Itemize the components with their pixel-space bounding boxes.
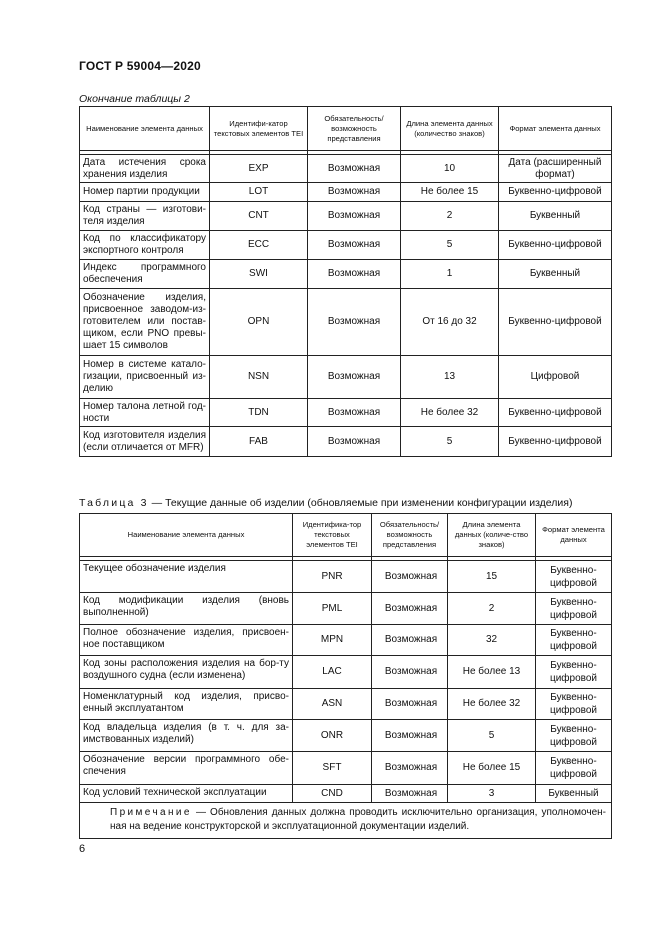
table3-cell-tei: MPN: [293, 625, 372, 656]
table-2: [79, 106, 612, 457]
table2-cell-len: 13: [401, 356, 499, 399]
table2-cell-fmt: Буквенно-цифровой: [499, 231, 612, 260]
table2-cell-req: Возможная: [308, 202, 401, 231]
table3-cell-name: Полное обозначение изделия, присвоен-ное поставщиком: [80, 625, 293, 656]
table3-row: [80, 785, 612, 803]
name-line: Обозначение изделия,: [83, 292, 206, 303]
table2-cell-len: Не более 32: [401, 399, 499, 427]
table2-row: [80, 427, 612, 457]
table2-cell-req: Возможная: [308, 289, 401, 356]
table2-caption: Окончание таблицы 2: [79, 93, 190, 105]
table2-row: [80, 399, 612, 427]
name-line: готовителем или постав-: [83, 316, 206, 327]
table3-cell-name: Обозначение версии программного обе-спечения: [80, 752, 293, 785]
name-line: хранения изделия: [83, 168, 168, 180]
table2-cell-tei: TDN: [210, 399, 308, 427]
name-line: Код по классификатору: [83, 233, 206, 244]
table3-row: [80, 720, 612, 752]
table2-cell-name: [80, 356, 210, 399]
table3-cell-len: 15: [448, 561, 536, 593]
table2-cell-len: 5: [401, 231, 499, 260]
table2-cell-len: 2: [401, 202, 499, 231]
table3-cell-req: Возможная: [372, 785, 448, 803]
table2-header-cell: Длина элемента данных (количество знаков): [401, 107, 499, 151]
table3-cell-fmt: Буквенный: [536, 785, 612, 803]
table3-cell-req: Возможная: [372, 689, 448, 720]
table2-cell-fmt: Дата (расширенный формат): [499, 155, 612, 183]
table2-cell-fmt: Буквенно-цифровой: [499, 289, 612, 356]
table3-cell-req: Возможная: [372, 752, 448, 785]
table3-caption-label: Таблица 3: [79, 497, 149, 509]
table3-cell-fmt: Буквенно-цифровой: [536, 561, 612, 593]
table3-cell-fmt: Буквенно-цифровой: [536, 752, 612, 785]
table2-cell-name: [80, 231, 210, 260]
page-number: 6: [79, 843, 86, 855]
name-line: экспортного контроля: [83, 245, 184, 256]
table3-cell-req: Возможная: [372, 720, 448, 752]
table2-cell-fmt: Буквенно-цифровой: [499, 427, 612, 457]
table2-cell-name: [80, 202, 210, 231]
table3-row: [80, 593, 612, 625]
name-line: Номер партии продукции: [83, 186, 200, 197]
name-line: Дата истечения срока: [83, 156, 206, 168]
name-line: Номер талона летной год-: [83, 400, 206, 412]
name-line: делию: [83, 383, 113, 394]
table3-cell-fmt: Буквенно-цифровой: [536, 720, 612, 752]
table2-cell-len: 1: [401, 260, 499, 289]
table2-cell-fmt: Цифровой: [499, 356, 612, 399]
table2-row: [80, 183, 612, 202]
note-label: Примечание: [110, 807, 192, 818]
table2-cell-len: Не более 15: [401, 183, 499, 202]
table2-cell-name: [80, 289, 210, 356]
table3-cell-name: Код условий технической эксплуатации: [80, 785, 293, 803]
table3-row: [80, 689, 612, 720]
table2-header-cell: Идентифи-катор текстовых элементов TEI: [210, 107, 308, 151]
name-line: (если отличается от MFR): [83, 441, 204, 453]
table3-caption-text: — Текущие данные об изделии (обновляемые при изменении конфигурации изделия): [148, 497, 573, 509]
table3-row: [80, 561, 612, 593]
table3-cell-name: Номенклатурный код изделия, присво-енный эксплуатантом: [80, 689, 293, 720]
table2-header-cell: Формат элемента данных: [499, 107, 612, 151]
table2-cell-name: [80, 427, 210, 457]
table3-cell-len: Не более 32: [448, 689, 536, 720]
table2-cell-req: Возможная: [308, 356, 401, 399]
table2-cell-req: Возможная: [308, 399, 401, 427]
table2-cell-fmt: Буквенно-цифровой: [499, 399, 612, 427]
table2-cell-tei: OPN: [210, 289, 308, 356]
name-line: Индекс программного: [83, 262, 206, 273]
name-line: ности: [83, 412, 110, 424]
name-line: шает 15 символов: [83, 340, 168, 351]
table3-cell-tei: PML: [293, 593, 372, 625]
table2-cell-tei: CNT: [210, 202, 308, 231]
table2-cell-fmt: Буквенно-цифровой: [499, 183, 612, 202]
table3-cell-len: Не более 13: [448, 656, 536, 689]
table3-row: [80, 625, 612, 656]
table2-cell-name: [80, 399, 210, 427]
table2-header-cell: Обязательность/ возможность представления: [308, 107, 401, 151]
table3-cell-len: Не более 15: [448, 752, 536, 785]
table3-cell-tei: SFT: [293, 752, 372, 785]
table3-header-cell: Длина элемента данных (количе-ство знаков): [448, 514, 536, 557]
table3-cell-tei: LAC: [293, 656, 372, 689]
table2-cell-req: Возможная: [308, 260, 401, 289]
table2-row: [80, 202, 612, 231]
name-line: присвоенное заводом-из-: [83, 304, 206, 315]
table3-cell-fmt: Буквенно-цифровой: [536, 689, 612, 720]
table3-cell-len: 3: [448, 785, 536, 803]
name-line: Код страны — изготови-: [83, 204, 206, 215]
table2-row: [80, 231, 612, 260]
table2-cell-name: [80, 183, 210, 202]
table2-cell-tei: NSN: [210, 356, 308, 399]
table2-row: [80, 155, 612, 183]
table2-cell-tei: FAB: [210, 427, 308, 457]
table2-cell-tei: ECC: [210, 231, 308, 260]
table2-cell-fmt: Буквенный: [499, 260, 612, 289]
table2-cell-tei: LOT: [210, 183, 308, 202]
name-line: гизации, присвоенный из-: [83, 371, 206, 382]
table3-caption: [79, 497, 572, 509]
table3-cell-req: Возможная: [372, 561, 448, 593]
table3-header-cell: Идентифика-тор текстовых элементов TEI: [293, 514, 372, 557]
table2-cell-len: 5: [401, 427, 499, 457]
table2-row: [80, 289, 612, 356]
table3-cell-name: Код зоны расположения изделия на бор-ту воздушного судна (если изменена): [80, 656, 293, 689]
table3-note-row: [80, 803, 612, 839]
table3-cell-req: Возможная: [372, 656, 448, 689]
table3-cell-tei: PNR: [293, 561, 372, 593]
table3-header-row: [80, 514, 612, 557]
table3-cell-fmt: Буквенно-цифровой: [536, 656, 612, 689]
table3-header-cell: Формат элемента данных: [536, 514, 612, 557]
table3-cell-len: 2: [448, 593, 536, 625]
table2-cell-fmt: Буквенный: [499, 202, 612, 231]
table3-cell-req: Возможная: [372, 625, 448, 656]
table3-cell-tei: ASN: [293, 689, 372, 720]
table2-cell-name: [80, 155, 210, 183]
name-line: обеспечения: [83, 274, 143, 285]
table2-cell-req: Возможная: [308, 155, 401, 183]
table2-row: [80, 260, 612, 289]
note-text: — Обновления данных должна проводить исключительно организация, уполномочен-ная на ведение конструкторской и эксплуатационной документации изделий.: [110, 807, 606, 832]
table3-cell-tei: ONR: [293, 720, 372, 752]
table2-cell-len: 10: [401, 155, 499, 183]
table2-cell-req: Возможная: [308, 231, 401, 260]
name-line: Код изготовителя изделия: [83, 429, 206, 441]
table3-cell-len: 32: [448, 625, 536, 656]
table3-cell-name: Код модификации изделия (вновь выполненной): [80, 593, 293, 625]
standard-code: ГОСТ Р 59004—2020: [79, 59, 201, 73]
table-3: [79, 513, 612, 839]
table3-cell-len: 5: [448, 720, 536, 752]
table3-row: [80, 752, 612, 785]
table3-cell-tei: CND: [293, 785, 372, 803]
table3-cell-name: Код владельца изделия (в т. ч. для за-имствованных изделий): [80, 720, 293, 752]
table3-header-cell: Обязательность/ возможность представления: [372, 514, 448, 557]
table3-cell-fmt: Буквенно-цифровой: [536, 593, 612, 625]
table2-cell-req: Возможная: [308, 183, 401, 202]
table3-header-cell: Наименование элемента данных: [80, 514, 293, 557]
table3-cell-req: Возможная: [372, 593, 448, 625]
table2-cell-tei: SWI: [210, 260, 308, 289]
table2-header-cell: Наименование элемента данных: [80, 107, 210, 151]
name-line: теля изделия: [83, 216, 145, 227]
name-line: Номер в системе катало-: [83, 359, 206, 370]
table3-cell-fmt: Буквенно-цифровой: [536, 625, 612, 656]
table2-cell-tei: EXP: [210, 155, 308, 183]
table2-row: [80, 356, 612, 399]
table3-cell-name: Текущее обозначение изделия: [80, 561, 293, 593]
table3-note: [80, 803, 612, 839]
table2-cell-req: Возможная: [308, 427, 401, 457]
table2-header-row: [80, 107, 612, 151]
table2-cell-len: От 16 до 32: [401, 289, 499, 356]
table2-cell-name: [80, 260, 210, 289]
name-line: щиком, если PNO превы-: [83, 328, 206, 339]
table3-row: [80, 656, 612, 689]
